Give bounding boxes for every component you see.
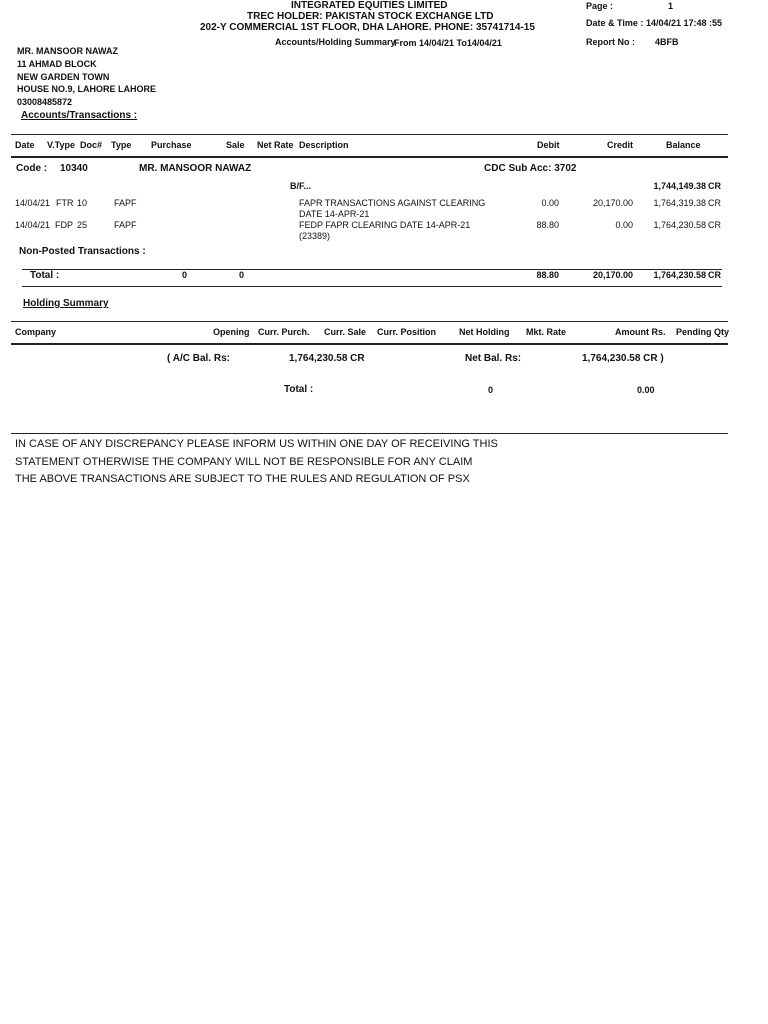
holding-total-amount: 0.00 — [637, 385, 655, 395]
total-purchase: 0 — [182, 270, 188, 280]
divider — [11, 433, 728, 434]
report-period: From 14/04/21 To14/04/21 — [394, 38, 502, 48]
net-balance-label: Net Bal. Rs: — [465, 353, 522, 364]
cdc-sub-account: CDC Sub Acc: 3702 — [484, 163, 577, 174]
net-balance-value: 1,764,230.58 CR ) — [582, 353, 664, 364]
row-date: 14/04/21 — [15, 220, 51, 230]
total-label: Total : — [30, 270, 60, 281]
col-date: Date — [15, 140, 35, 150]
holding-total-label: Total : — [284, 384, 314, 395]
row-balance-sign: CR — [708, 198, 721, 208]
total-balance-sign: CR — [708, 270, 721, 280]
brought-forward-balance: 1,744,149.38 — [653, 181, 706, 191]
row-type: FAPF — [114, 220, 137, 230]
row-description: FAPR TRANSACTIONS AGAINST CLEARING — [299, 198, 486, 208]
company-name: INTEGRATED EQUITIES LIMITED — [291, 0, 448, 11]
account-holder-name: MR. MANSOOR NAWAZ — [139, 163, 252, 174]
holding-section-title: Holding Summary — [23, 298, 109, 309]
col-credit: Credit — [607, 140, 634, 150]
col-vtype: V.Type — [47, 140, 76, 150]
row-description-cont: (23389) — [299, 231, 331, 241]
col-company: Company — [15, 327, 57, 337]
row-doc: 25 — [77, 220, 88, 230]
divider — [11, 134, 728, 135]
report-no-label: Report No : — [586, 37, 635, 47]
col-pending-qty: Pending Qty — [676, 327, 730, 337]
disclaimer-line: THE ABOVE TRANSACTIONS ARE SUBJECT TO THE RULES AND REGULATION OF PSX — [15, 473, 470, 485]
disclaimer-line: IN CASE OF ANY DISCREPANCY PLEASE INFORM US WITHIN ONE DAY OF RECEIVING THIS — [15, 438, 498, 450]
company-address: 202-Y COMMERCIAL 1ST FLOOR, DHA LAHORE. PHONE: 35741714-15 — [200, 22, 535, 33]
col-curr-position: Curr. Position — [377, 327, 437, 337]
row-vtype: FDP — [55, 220, 73, 230]
page-number: 1 — [668, 1, 674, 11]
col-sale: Sale — [226, 140, 245, 150]
total-credit: 20,170.00 — [592, 270, 633, 280]
col-net-holding: Net Holding — [459, 327, 510, 337]
row-description-cont: DATE 14-APR-21 — [299, 209, 370, 219]
datetime-label: Date & Time : — [586, 18, 644, 28]
row-date: 14/04/21 — [15, 198, 51, 208]
divider — [11, 343, 728, 345]
row-vtype: FTR — [56, 198, 74, 208]
col-balance: Balance — [666, 140, 701, 150]
divider — [22, 286, 722, 287]
page-label: Page : — [586, 1, 614, 11]
row-doc: 10 — [77, 198, 88, 208]
balance-sign: CR — [708, 181, 721, 191]
col-curr-purch: Curr. Purch. — [258, 327, 310, 337]
divider — [11, 321, 728, 322]
report-no-value: 4BFB — [655, 37, 679, 47]
col-type: Type — [111, 140, 132, 150]
trec-holder: TREC HOLDER: PAKISTAN STOCK EXCHANGE LTD — [247, 11, 494, 22]
col-opening: Opening — [213, 327, 250, 337]
brought-forward-label: B/F... — [290, 181, 312, 191]
col-purchase: Purchase — [151, 140, 192, 150]
ac-balance-label: ( A/C Bal. Rs: — [167, 353, 230, 364]
col-net-rate: Net Rate — [257, 140, 294, 150]
total-debit: 88.80 — [536, 270, 559, 280]
col-description: Description — [299, 140, 349, 150]
col-amount: Amount Rs. — [615, 327, 666, 337]
col-curr-sale: Curr. Sale — [324, 327, 367, 337]
client-phone: 03008485872 — [17, 97, 73, 107]
disclaimer — [15, 436, 498, 489]
divider — [11, 156, 728, 158]
row-balance-sign: CR — [708, 220, 721, 230]
client-name: MR. MANSOOR NAWAZ — [17, 46, 118, 56]
datetime-value: 14/04/21 17:48 :55 — [646, 18, 723, 28]
col-debit: Debit — [537, 140, 560, 150]
code-label: Code : — [16, 163, 48, 174]
non-posted-label: Non-Posted Transactions : — [19, 246, 146, 257]
total-sale: 0 — [239, 270, 245, 280]
total-balance: 1,764,230.58 — [653, 270, 706, 280]
col-doc: Doc# — [80, 140, 103, 150]
accounts-section-title: Accounts/Transactions : — [21, 110, 138, 121]
client-address-line: NEW GARDEN TOWN — [17, 72, 110, 82]
row-description: FEDP FAPR CLEARING DATE 14-APR-21 — [299, 220, 471, 230]
code-value: 10340 — [60, 163, 88, 174]
ac-balance-value: 1,764,230.58 CR — [289, 353, 365, 364]
row-balance: 1,764,230.58 — [653, 220, 706, 230]
row-credit: 0.00 — [615, 220, 633, 230]
col-mkt-rate: Mkt. Rate — [526, 327, 567, 337]
row-type: FAPF — [114, 198, 137, 208]
disclaimer-line: STATEMENT OTHERWISE THE COMPANY WILL NOT BE RESPONSIBLE FOR ANY CLAIM — [15, 455, 473, 468]
summary-label: Accounts/Holding Summary — [275, 37, 396, 47]
row-balance: 1,764,319.38 — [653, 198, 706, 208]
row-credit: 20,170.00 — [592, 198, 633, 208]
row-debit: 0.00 — [541, 198, 559, 208]
row-debit: 88.80 — [536, 220, 559, 230]
client-address-line: 11 AHMAD BLOCK — [17, 59, 97, 69]
holding-total-net: 0 — [488, 385, 494, 395]
client-address-line: HOUSE NO.9, LAHORE LAHORE — [17, 84, 157, 94]
